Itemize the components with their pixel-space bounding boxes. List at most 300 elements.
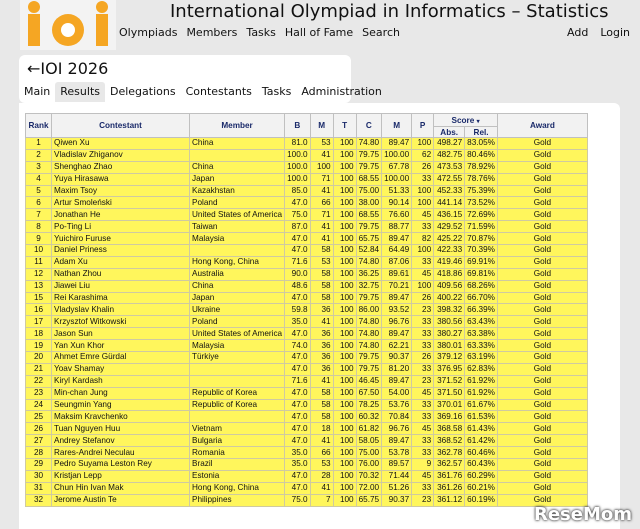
- member-country-cell[interactable]: [190, 411, 285, 423]
- score-task-m-cell: 71: [310, 209, 333, 221]
- member-country-cell[interactable]: Poland: [190, 197, 285, 209]
- score-task-m2-cell: 89.47: [382, 435, 412, 447]
- member-country-cell[interactable]: Türkiye: [190, 352, 285, 364]
- score-task-t-cell: 100: [333, 352, 356, 364]
- contestant-name-cell[interactable]: Nathan Zhou: [52, 268, 190, 280]
- member-country-cell[interactable]: China: [190, 138, 285, 150]
- score-rel-cell: 63.19%: [465, 352, 498, 364]
- rank-cell: 11: [26, 256, 52, 268]
- score-task-p-cell: 100: [412, 197, 434, 209]
- score-abs-cell: 380.56: [434, 316, 465, 328]
- tab-administration[interactable]: Administration: [301, 85, 382, 98]
- contestant-name-cell[interactable]: Daniel Priness: [52, 245, 190, 257]
- score-task-m-cell: 100: [310, 161, 333, 173]
- table-row[interactable]: [26, 245, 588, 257]
- score-abs-cell: 362.57: [434, 459, 465, 471]
- score-task-t-cell: 100: [333, 494, 356, 506]
- table-row[interactable]: [26, 423, 588, 435]
- score-task-m2-cell: 89.47: [382, 138, 412, 150]
- rank-cell: 3: [26, 161, 52, 173]
- score-task-t-cell: 100: [333, 470, 356, 482]
- table-row[interactable]: [26, 233, 588, 245]
- rank-cell: 7: [26, 209, 52, 221]
- score-task-c-cell: 68.55: [356, 209, 382, 221]
- table-row[interactable]: [26, 459, 588, 471]
- score-task-p-cell: 45: [412, 268, 434, 280]
- rank-cell: 13: [26, 280, 52, 292]
- table-row[interactable]: [26, 352, 588, 364]
- score-rel-cell: 61.43%: [465, 423, 498, 435]
- contestant-name-cell[interactable]: Rei Karashima: [52, 292, 190, 304]
- score-task-p-cell: 23: [412, 304, 434, 316]
- score-task-m2-cell: 100.00: [382, 149, 412, 161]
- table-row[interactable]: [26, 375, 588, 387]
- score-task-c-cell: 72.00: [356, 482, 382, 494]
- contestant-name-cell[interactable]: Shenghao Zhao: [52, 161, 190, 173]
- score-task-m2-cell: 54.00: [382, 387, 412, 399]
- rank-cell: 9: [26, 233, 52, 245]
- member-country-cell[interactable]: Republic of Korea: [190, 387, 285, 399]
- score-rel-cell: 60.21%: [465, 482, 498, 494]
- score-task-m-cell: 53: [310, 256, 333, 268]
- member-country-cell[interactable]: Brazil: [190, 459, 285, 471]
- score-task-m2-cell: 100.00: [382, 173, 412, 185]
- score-task-m2-cell: 64.49: [382, 245, 412, 257]
- score-task-b-cell: 47.0: [285, 423, 311, 435]
- score-task-b-cell: 47.0: [285, 328, 311, 340]
- contestant-name-cell[interactable]: Yuichiro Furuse: [52, 233, 190, 245]
- member-country-cell[interactable]: Hong Kong, China: [190, 256, 285, 268]
- score-task-b-cell: 74.0: [285, 340, 311, 352]
- nav-add[interactable]: Add: [567, 26, 589, 39]
- member-country-cell[interactable]: China: [190, 161, 285, 173]
- score-rel-cell: 69.91%: [465, 256, 498, 268]
- arrow-left-icon[interactable]: ←: [27, 59, 41, 78]
- score-task-c-cell: 74.80: [356, 316, 382, 328]
- score-abs-cell: 400.22: [434, 292, 465, 304]
- score-task-b-cell: 35.0: [285, 447, 311, 459]
- score-task-m-cell: 41: [310, 185, 333, 197]
- header-task-t[interactable]: T: [333, 114, 356, 138]
- score-task-t-cell: 100: [333, 375, 356, 387]
- score-task-b-cell: 35.0: [285, 459, 311, 471]
- score-task-p-cell: 33: [412, 173, 434, 185]
- sort-down-icon[interactable]: ▾: [476, 118, 480, 125]
- contestant-name-cell[interactable]: Po-Ting Li: [52, 221, 190, 233]
- score-task-p-cell: 45: [412, 423, 434, 435]
- score-task-m2-cell: 76.60: [382, 209, 412, 221]
- score-rel-cell: 60.19%: [465, 494, 498, 506]
- contestant-name-cell[interactable]: Qiwen Xu: [52, 138, 190, 150]
- contestant-name-cell[interactable]: Seungmin Yang: [52, 399, 190, 411]
- award-cell: Gold: [497, 173, 587, 185]
- rank-cell: 28: [26, 447, 52, 459]
- member-country-cell[interactable]: Kazakhstan: [190, 185, 285, 197]
- score-task-c-cell: 58.05: [356, 435, 382, 447]
- score-rel-cell: 72.69%: [465, 209, 498, 221]
- header-score-abs[interactable]: Abs.: [434, 127, 465, 138]
- score-task-m-cell: 41: [310, 316, 333, 328]
- score-task-t-cell: 100: [333, 197, 356, 209]
- header-task-b[interactable]: B: [285, 114, 311, 138]
- score-task-b-cell: 47.0: [285, 363, 311, 375]
- score-task-t-cell: 100: [333, 447, 356, 459]
- score-abs-cell: 473.53: [434, 161, 465, 173]
- member-country-cell[interactable]: United States of America: [190, 209, 285, 221]
- score-task-b-cell: 75.0: [285, 209, 311, 221]
- tab-bar: [19, 82, 387, 102]
- nav-olympiads[interactable]: Olympiads: [119, 26, 178, 39]
- score-task-m-cell: 41: [310, 435, 333, 447]
- score-task-m2-cell: 53.76: [382, 399, 412, 411]
- score-task-p-cell: 62: [412, 149, 434, 161]
- contestant-name-cell[interactable]: Yan Xun Khor: [52, 340, 190, 352]
- score-task-b-cell: 47.0: [285, 233, 311, 245]
- score-rel-cell: 63.38%: [465, 328, 498, 340]
- score-task-c-cell: 74.80: [356, 340, 382, 352]
- member-country-cell[interactable]: Republic of Korea: [190, 399, 285, 411]
- score-task-m-cell: 18: [310, 423, 333, 435]
- member-country-cell[interactable]: [190, 149, 285, 161]
- member-country-cell[interactable]: Estonia: [190, 470, 285, 482]
- score-task-c-cell: 36.25: [356, 268, 382, 280]
- score-task-m-cell: 41: [310, 482, 333, 494]
- results-body: [26, 138, 588, 507]
- member-country-cell[interactable]: Vietnam: [190, 423, 285, 435]
- rank-cell: 32: [26, 494, 52, 506]
- table-row[interactable]: [26, 387, 588, 399]
- score-task-t-cell: 100: [333, 256, 356, 268]
- member-country-cell[interactable]: Malaysia: [190, 340, 285, 352]
- table-row[interactable]: [26, 399, 588, 411]
- score-task-c-cell: 74.80: [356, 328, 382, 340]
- header-task-c[interactable]: C: [356, 114, 382, 138]
- tab-delegations[interactable]: Delegations: [110, 85, 176, 98]
- contestant-name-cell[interactable]: Chun Hin Ivan Mak: [52, 482, 190, 494]
- score-task-c-cell: 79.75: [356, 221, 382, 233]
- table-row[interactable]: [26, 411, 588, 423]
- score-task-t-cell: 100: [333, 268, 356, 280]
- header-task-m[interactable]: M: [310, 114, 333, 138]
- score-task-p-cell: 45: [412, 209, 434, 221]
- score-task-c-cell: 79.75: [356, 161, 382, 173]
- rank-cell: 27: [26, 435, 52, 447]
- table-row[interactable]: [26, 328, 588, 340]
- table-row[interactable]: [26, 197, 588, 209]
- score-task-b-cell: 85.0: [285, 185, 311, 197]
- score-task-b-cell: 47.0: [285, 411, 311, 423]
- table-row[interactable]: [26, 447, 588, 459]
- contestant-name-cell[interactable]: Artur Smoleński: [52, 197, 190, 209]
- score-task-m2-cell: 89.57: [382, 459, 412, 471]
- score-abs-cell: 425.22: [434, 233, 465, 245]
- member-country-cell[interactable]: Hong Kong, China: [190, 482, 285, 494]
- score-task-c-cell: 74.80: [356, 138, 382, 150]
- table-row[interactable]: [26, 482, 588, 494]
- contestant-name-cell[interactable]: Vladislav Zhiganov: [52, 149, 190, 161]
- table-row[interactable]: [26, 209, 588, 221]
- score-abs-cell: 380.01: [434, 340, 465, 352]
- contestant-name-cell[interactable]: Yoav Shamay: [52, 363, 190, 375]
- contestant-name-cell[interactable]: Ahmet Emre Gürdal: [52, 352, 190, 364]
- score-task-c-cell: 78.25: [356, 399, 382, 411]
- score-rel-cell: 73.52%: [465, 197, 498, 209]
- score-task-m2-cell: 70.84: [382, 411, 412, 423]
- table-row[interactable]: [26, 161, 588, 173]
- member-country-cell[interactable]: Bulgaria: [190, 435, 285, 447]
- olympiad-title: IOI 2026: [40, 59, 109, 78]
- nav-members[interactable]: Members: [186, 26, 238, 39]
- member-country-cell[interactable]: Australia: [190, 268, 285, 280]
- score-task-m2-cell: 87.06: [382, 256, 412, 268]
- header-award[interactable]: Award: [497, 114, 587, 138]
- nav-login[interactable]: Login: [600, 26, 630, 39]
- contestant-name-cell[interactable]: Kristjan Lepp: [52, 470, 190, 482]
- score-abs-cell: 371.50: [434, 387, 465, 399]
- award-cell: Gold: [497, 352, 587, 364]
- table-row[interactable]: [26, 316, 588, 328]
- rank-cell: 29: [26, 459, 52, 471]
- award-cell: Gold: [497, 316, 587, 328]
- score-rel-cell: 71.59%: [465, 221, 498, 233]
- score-task-m-cell: 66: [310, 197, 333, 209]
- score-task-c-cell: 67.50: [356, 387, 382, 399]
- header-task-p[interactable]: P: [412, 114, 434, 138]
- award-cell: Gold: [497, 197, 587, 209]
- tab-results[interactable]: Results: [55, 82, 105, 102]
- score-task-m2-cell: 88.77: [382, 221, 412, 233]
- member-country-cell[interactable]: [190, 363, 285, 375]
- score-task-m-cell: 58: [310, 399, 333, 411]
- score-task-b-cell: 47.0: [285, 292, 311, 304]
- score-task-t-cell: 100: [333, 411, 356, 423]
- rank-cell: 17: [26, 316, 52, 328]
- tab-contestants[interactable]: Contestants: [185, 85, 252, 98]
- contestant-name-cell[interactable]: Adam Xu: [52, 256, 190, 268]
- score-rel-cell: 66.70%: [465, 292, 498, 304]
- contestant-name-cell[interactable]: Jason Sun: [52, 328, 190, 340]
- score-rel-cell: 63.33%: [465, 340, 498, 352]
- score-task-b-cell: 47.0: [285, 352, 311, 364]
- score-task-b-cell: 59.8: [285, 304, 311, 316]
- score-task-p-cell: 33: [412, 363, 434, 375]
- member-country-cell[interactable]: Taiwan: [190, 221, 285, 233]
- member-country-cell[interactable]: China: [190, 280, 285, 292]
- contestant-name-cell[interactable]: Vladyslav Khalin: [52, 304, 190, 316]
- rank-cell: 12: [26, 268, 52, 280]
- table-row[interactable]: [26, 292, 588, 304]
- score-task-b-cell: 47.0: [285, 387, 311, 399]
- member-country-cell[interactable]: [190, 375, 285, 387]
- score-task-c-cell: 38.00: [356, 197, 382, 209]
- table-row[interactable]: [26, 280, 588, 292]
- member-country-cell[interactable]: Ukraine: [190, 304, 285, 316]
- score-task-m2-cell: 89.47: [382, 233, 412, 245]
- table-row[interactable]: [26, 435, 588, 447]
- watermark: ReseMom: [533, 504, 632, 525]
- member-country-cell[interactable]: Japan: [190, 173, 285, 185]
- header-contestant[interactable]: Contestant: [52, 114, 190, 138]
- score-task-p-cell: 33: [412, 328, 434, 340]
- score-task-c-cell: 76.00: [356, 459, 382, 471]
- score-task-m-cell: 58: [310, 387, 333, 399]
- score-task-t-cell: 100: [333, 233, 356, 245]
- score-task-m-cell: 28: [310, 470, 333, 482]
- ioi-logo[interactable]: [20, 0, 116, 50]
- score-task-p-cell: 33: [412, 435, 434, 447]
- contestant-name-cell[interactable]: Yuya Hirasawa: [52, 173, 190, 185]
- score-abs-cell: 380.27: [434, 328, 465, 340]
- member-country-cell[interactable]: Philippines: [190, 494, 285, 506]
- header-score[interactable]: [434, 114, 498, 127]
- contestant-name-cell[interactable]: Jerome Austin Te: [52, 494, 190, 506]
- score-task-m2-cell: 90.14: [382, 197, 412, 209]
- header-member[interactable]: Member: [190, 114, 285, 138]
- score-rel-cell: 83.05%: [465, 138, 498, 150]
- contestant-name-cell[interactable]: Maxim Tsoy: [52, 185, 190, 197]
- score-task-c-cell: 46.45: [356, 375, 382, 387]
- score-task-p-cell: 33: [412, 316, 434, 328]
- score-rel-cell: 61.67%: [465, 399, 498, 411]
- header-score-rel[interactable]: Rel.: [465, 127, 498, 138]
- member-country-cell[interactable]: Poland: [190, 316, 285, 328]
- score-task-c-cell: 65.75: [356, 233, 382, 245]
- nav-tasks[interactable]: Tasks: [246, 26, 276, 39]
- site-title: International Olympiad in Informatics – Statistics: [170, 1, 609, 22]
- tab-tasks[interactable]: Tasks: [261, 85, 292, 98]
- rank-cell: 24: [26, 399, 52, 411]
- table-row[interactable]: [26, 256, 588, 268]
- score-task-c-cell: 79.75: [356, 352, 382, 364]
- table-row[interactable]: [26, 470, 588, 482]
- score-task-p-cell: 33: [412, 447, 434, 459]
- score-task-c-cell: 65.75: [356, 494, 382, 506]
- page-header: [19, 55, 382, 103]
- table-row[interactable]: [26, 494, 588, 506]
- member-country-cell[interactable]: Romania: [190, 447, 285, 459]
- award-cell: Gold: [497, 387, 587, 399]
- score-task-m-cell: 41: [310, 221, 333, 233]
- score-task-p-cell: 100: [412, 280, 434, 292]
- score-task-m2-cell: 93.52: [382, 304, 412, 316]
- table-row[interactable]: [26, 268, 588, 280]
- score-task-t-cell: 100: [333, 292, 356, 304]
- score-abs-cell: 498.27: [434, 138, 465, 150]
- tab-main[interactable]: Main: [24, 85, 51, 98]
- member-country-cell[interactable]: [190, 245, 285, 257]
- rank-cell: 18: [26, 328, 52, 340]
- score-abs-cell: 379.12: [434, 352, 465, 364]
- score-rel-cell: 61.53%: [465, 411, 498, 423]
- score-task-m-cell: 41: [310, 233, 333, 245]
- contestant-name-cell[interactable]: Rares-Andrei Neculau: [52, 447, 190, 459]
- score-abs-cell: 369.16: [434, 411, 465, 423]
- contestant-name-cell[interactable]: Jonathan He: [52, 209, 190, 221]
- score-task-b-cell: 47.0: [285, 482, 311, 494]
- score-task-b-cell: 71.6: [285, 256, 311, 268]
- results-table: [25, 113, 588, 507]
- table-row[interactable]: [26, 221, 588, 233]
- contestant-name-cell[interactable]: Pedro Suyama Leston Rey: [52, 459, 190, 471]
- score-task-m2-cell: 89.47: [382, 375, 412, 387]
- score-abs-cell: 452.33: [434, 185, 465, 197]
- table-row[interactable]: [26, 340, 588, 352]
- score-task-p-cell: 100: [412, 185, 434, 197]
- table-row[interactable]: [26, 185, 588, 197]
- score-task-p-cell: 33: [412, 256, 434, 268]
- score-rel-cell: 78.92%: [465, 161, 498, 173]
- contestant-name-cell[interactable]: Min-chan Jung: [52, 387, 190, 399]
- score-task-b-cell: 87.0: [285, 221, 311, 233]
- score-task-c-cell: 74.80: [356, 256, 382, 268]
- nav-hall-of-fame[interactable]: Hall of Fame: [284, 26, 354, 39]
- score-task-b-cell: 47.0: [285, 470, 311, 482]
- score-task-b-cell: 35.0: [285, 316, 311, 328]
- score-task-c-cell: 70.32: [356, 470, 382, 482]
- header-rank[interactable]: Rank: [26, 114, 52, 138]
- award-cell: Gold: [497, 470, 587, 482]
- score-task-m-cell: 53: [310, 138, 333, 150]
- rank-cell: 8: [26, 221, 52, 233]
- score-abs-cell: 398.32: [434, 304, 465, 316]
- contestant-name-cell[interactable]: Jiawei Liu: [52, 280, 190, 292]
- score-task-c-cell: 75.00: [356, 447, 382, 459]
- table-row[interactable]: [26, 149, 588, 161]
- rank-cell: 4: [26, 173, 52, 185]
- contestant-name-cell[interactable]: Maksim Kravchenko: [52, 411, 190, 423]
- header-task-m2[interactable]: M: [382, 114, 412, 138]
- score-rel-cell: 60.29%: [465, 470, 498, 482]
- table-row[interactable]: [26, 173, 588, 185]
- score-task-p-cell: 100: [412, 138, 434, 150]
- score-task-t-cell: 100: [333, 423, 356, 435]
- member-country-cell[interactable]: Malaysia: [190, 233, 285, 245]
- rank-cell: 21: [26, 363, 52, 375]
- table-row[interactable]: [26, 138, 588, 150]
- score-rel-cell: 75.39%: [465, 185, 498, 197]
- contestant-name-cell[interactable]: Andrey Stefanov: [52, 435, 190, 447]
- score-task-b-cell: 81.0: [285, 138, 311, 150]
- score-task-t-cell: 100: [333, 316, 356, 328]
- score-task-m2-cell: 51.26: [382, 482, 412, 494]
- score-rel-cell: 69.81%: [465, 268, 498, 280]
- member-country-cell[interactable]: Japan: [190, 292, 285, 304]
- contestant-name-cell[interactable]: Kiryl Kardash: [52, 375, 190, 387]
- rank-cell: 15: [26, 292, 52, 304]
- contestant-name-cell[interactable]: Krzysztof Witkowski: [52, 316, 190, 328]
- award-cell: Gold: [497, 328, 587, 340]
- score-task-m-cell: 58: [310, 280, 333, 292]
- contestant-name-cell[interactable]: Tuan Nguyen Huu: [52, 423, 190, 435]
- award-cell: Gold: [497, 161, 587, 173]
- score-task-b-cell: 90.0: [285, 268, 311, 280]
- score-task-m2-cell: 67.78: [382, 161, 412, 173]
- score-abs-cell: 376.95: [434, 363, 465, 375]
- table-row[interactable]: [26, 363, 588, 375]
- score-abs-cell: 419.46: [434, 256, 465, 268]
- member-country-cell[interactable]: United States of America: [190, 328, 285, 340]
- score-task-t-cell: 100: [333, 459, 356, 471]
- award-cell: Gold: [497, 494, 587, 506]
- award-cell: Gold: [497, 304, 587, 316]
- score-task-p-cell: 33: [412, 482, 434, 494]
- score-abs-cell: 371.52: [434, 375, 465, 387]
- nav-search[interactable]: Search: [362, 26, 400, 39]
- score-task-p-cell: 33: [412, 340, 434, 352]
- score-task-t-cell: 100: [333, 399, 356, 411]
- award-cell: Gold: [497, 233, 587, 245]
- table-row[interactable]: [26, 304, 588, 316]
